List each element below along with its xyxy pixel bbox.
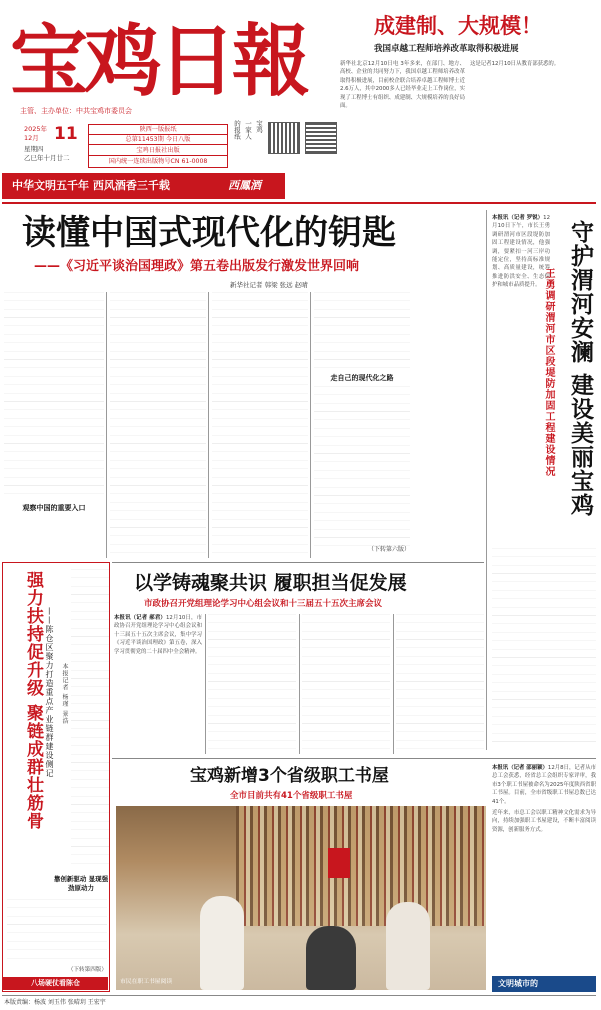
column-rule [208, 292, 209, 558]
banner [2, 173, 596, 199]
feature-subtitle: ——《习近平谈治国理政》第五卷出版发行激发世界回响 [34, 259, 360, 274]
qr-code [268, 122, 300, 154]
mid-story-title[interactable]: 以学铸魂聚共识 履职担当促发展 [134, 572, 407, 594]
footer-editors: 本版责编：杨波 刘玉伟 张晴玥 王宏宇 [4, 999, 106, 1006]
left-story-continued: （下转第四版） [67, 967, 107, 973]
mid-story-col [302, 614, 390, 754]
left-story-col [7, 899, 107, 963]
column-rule [310, 292, 311, 558]
banner-brand: 西鳳酒 [228, 179, 261, 192]
masthead-tagline: 主管、主办单位：中共宝鸡市委员会 [20, 107, 132, 115]
slogan-line: 宝鸡 [255, 120, 263, 133]
top-story [340, 8, 596, 172]
civic-badge-text: 文明城市的 [498, 979, 538, 988]
date-month: 12月 [24, 134, 39, 142]
civic-badge [492, 976, 596, 992]
edition-line: 陕西一版报纸 [89, 125, 227, 135]
banner-slogan: 中华文明五千年 西风酒香三千载 [12, 179, 170, 192]
date-block [24, 124, 82, 168]
top-story-subtitle: 我国卓越工程师培养改革取得积极进展 [374, 44, 519, 54]
mid-story-col [396, 614, 484, 754]
left-story-col [71, 569, 109, 865]
right-feature-title[interactable]: 守护渭河安澜 建设美丽宝鸡 [567, 220, 593, 518]
column-rule [393, 614, 394, 754]
column-rule [106, 292, 107, 558]
photo-caption: 市民在职工书屋阅读 [120, 979, 173, 985]
shelf-sign [328, 848, 350, 878]
feature-subhead: 走自己的现代化之路 [330, 374, 394, 382]
mid-story-text: 12月10日，市政协召开党组理论学习中心组会议和十三届五十五次主席会议，集中学习《习近平谈治国理政》第五卷，深入学习贯彻党的二十届四中全会精神。 [114, 615, 202, 655]
edition-line: 国内统一连续出版物号CN 61-0008 [108, 158, 208, 165]
feature-byline: 新华社记者 韩梁 张远 赵晴 [230, 281, 308, 289]
section-divider [2, 202, 596, 204]
bottom-story-subtitle: 全市目前共有41个省级职工书屋 [230, 791, 353, 801]
feature-col [212, 292, 308, 558]
masthead-slogan [233, 120, 264, 170]
mid-story-subtitle: 市政协召开党组理论学习中心组会议和十三届五十五次主席会议 [144, 599, 383, 609]
right-feature-body [492, 548, 596, 748]
qr-code [305, 122, 337, 154]
weekday: 星期四 [24, 145, 44, 153]
reading-figure [386, 902, 430, 990]
right-feature-lead: 12月10日下午，市长王勇调研渭河市区段堤防加固工程建设情况，他强调，要紧扣一河三岸功能定位，坚持高标准规划、高质量建设，统筹推进防洪安全、生态保护和城市品质提升。 [492, 215, 550, 289]
right-feature-subtitle: 王勇调研渭河市区段堤防加固工程建设情况 [543, 268, 554, 477]
left-story-subtitle: ——陈仓区聚力打造重点产业链群建设侧记 [45, 607, 54, 778]
masthead [0, 0, 345, 172]
left-story-title[interactable]: 强力扶持促升级 聚链成群壮筋骨 [23, 571, 43, 830]
bookstore-photo [116, 806, 486, 990]
feature-title[interactable]: 读懂中国式现代化的钥匙 [22, 213, 396, 253]
feature-col [314, 292, 410, 558]
left-story-box [2, 562, 110, 992]
date-year: 2025年 [24, 125, 48, 133]
mid-story-col [208, 614, 296, 754]
slogan-line: 的报纸 [233, 120, 241, 140]
lunar-date: 乙巳年十月廿二 [24, 154, 70, 162]
masthead-title: 宝鸡日報 [10, 16, 307, 107]
slogan-line: 一家人 [244, 120, 252, 140]
top-story-body: 这是记者12月10日从教育部获悉的。 [470, 61, 560, 67]
right-feature-byline: 本报讯（记者 罗锐）12月10日下午，市长王勇调研渭河市区段堤防加固工程建设情况，他强调，要紧扣一河三岸功能定位，坚持高标准规划、高质量建设，统筹推进防洪安全、生态保护和城市品质提升。 [492, 215, 550, 289]
bottom-story-title[interactable]: 宝鸡新增3个省级职工书屋 [190, 766, 389, 786]
column-rule [299, 614, 300, 754]
reading-figure [306, 926, 356, 990]
feature-continued: （下转第六版） [367, 546, 410, 554]
left-story-subhead: 靠创新驱动 显现强劲原动力 [53, 875, 109, 892]
date-day: 11 [54, 124, 78, 144]
feature-col [110, 292, 206, 558]
left-story-footer: 八场硬仗看陈仓 [3, 977, 108, 990]
column-rule [486, 210, 487, 750]
section-divider [112, 758, 596, 759]
bottom-story-lead: 12月8日，记者从市总工会获悉，经省总工会组织专家评审，我市3个职工书屋被命名为2025年度陕西省职工书屋。目前，全市省级职工书屋总数已达41个。 [492, 765, 596, 805]
section-divider [112, 562, 484, 563]
bottom-story-text: 本报讯（记者 邵丽颖）12月8日，记者从市总工会获悉，经省总工会组织专家评审，我市3个职工书屋被命名为2025年度陕西省职工书屋。目前，全市省级职工书屋总数已达41个。 近年来，市总工会以职工精神文化需求为导向，持续加强职工书屋建设，不断丰富阅读资源，创新服务方式。 [492, 765, 596, 833]
edition-line: 宝鸡日报社出版 [89, 145, 227, 156]
footer-rule [2, 995, 596, 996]
feature-subhead: 观察中国的重要入口 [22, 504, 86, 512]
top-story-title[interactable]: 成建制、大规模！ [374, 14, 542, 38]
edition-line: 总第11453期 今日八版 [89, 135, 227, 145]
bookshelf [236, 806, 486, 926]
column-rule [205, 614, 206, 754]
top-story-lead: 新华社北京12月10日电 3年多来，在部门、地方、高校、企业的共同努力下，我国卓越工程师培养改革取得积极进展，目前校企联合培养卓越工程师博士近2.6万人，其中2000多人已经毕业走上工作岗位，实现了工程博士有组织、成建制、大规模培养的良好局面。 [340, 61, 465, 110]
left-story-byline: 本报记者 杨瑾 景浩 [61, 663, 68, 725]
mid-story-lead: 本报讯（记者 郝君）12月10日，市政协召开党组理论学习中心组会议和十三届五十五次主席会议，集中学习《习近平谈治国理政》第五卷，深入学习贯彻党的二十届四中全会精神。 [114, 615, 202, 655]
edition-box [88, 124, 228, 168]
bottom-story-lower: 近年来，市总工会以职工精神文化需求为导向，持续加强职工书屋建设，不断丰富阅读资源，创新服务方式。 [492, 810, 596, 833]
feature-col [4, 292, 104, 558]
